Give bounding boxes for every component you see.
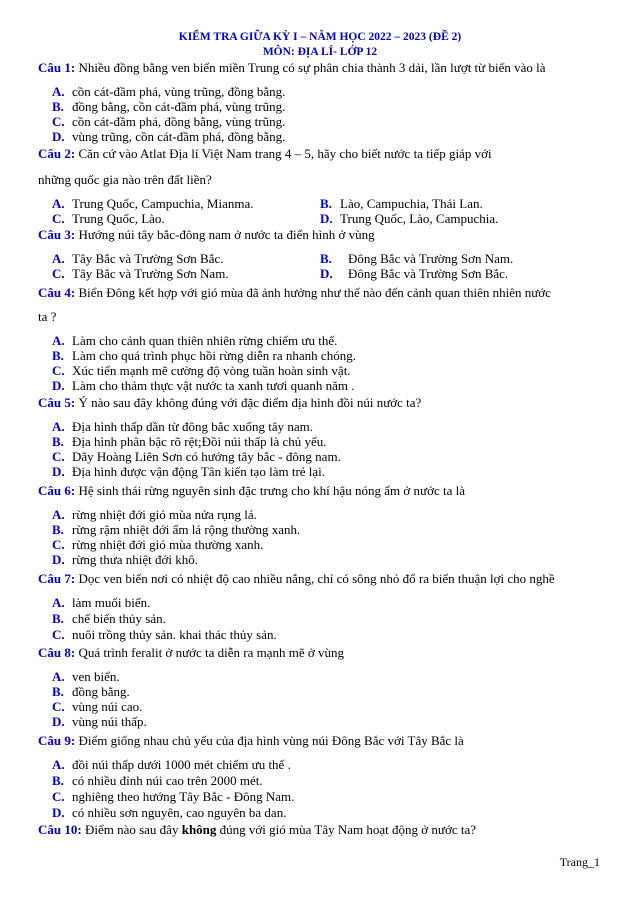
option-text: nghiêng theo hướng Tây Bắc - Đông Nam.: [72, 789, 295, 804]
option-letter: A.: [52, 196, 65, 211]
option-text: vùng núi thấp.: [72, 714, 147, 729]
option-text: Dãy Hoàng Liên Sơn có hướng tây bắc - đông nam.: [72, 449, 341, 464]
question-8: [38, 645, 628, 661]
option-text: Trung Quốc, Lào, Campuchia.: [340, 211, 499, 226]
option-text: Làm cho thảm thực vật nước ta xanh tươi quanh năm .: [72, 378, 355, 393]
option-letter: D.: [52, 129, 65, 144]
option-6b: [52, 522, 300, 538]
option-text: rừng nhiệt đới gió mùa nửa rụng lá.: [72, 507, 257, 522]
question-text: Hệ sinh thái rừng nguyên sinh đặc trưng cho khí hậu nóng ẩm ở nước ta là: [78, 483, 465, 498]
option-letter: D.: [52, 805, 65, 820]
option-letter: A.: [52, 669, 65, 684]
option-5c: [52, 449, 341, 465]
question-4: [38, 285, 628, 301]
question-1: [38, 60, 628, 76]
option-letter: A.: [52, 419, 65, 434]
exam-subject: MÔN: ĐỊA LÍ- LỚP 12: [262, 46, 378, 58]
option-9c: [52, 789, 294, 805]
option-letter: D.: [52, 552, 65, 567]
option-text: rừng thưa nhiệt đới khô.: [72, 552, 199, 567]
option-letter: A.: [52, 251, 65, 266]
option-1a: [52, 84, 285, 100]
question-2-continued: những quốc gia nào trên đất liền?: [38, 172, 212, 187]
option-letter: C.: [52, 627, 65, 642]
question-text: Điểm giống nhau chủ yếu của địa hình vùng núi Đông Bắc với Tây Bắc là: [78, 733, 464, 748]
question-10: [38, 822, 628, 838]
question-label: Câu 2:: [38, 146, 76, 161]
option-text: Làm cho cảnh quan thiên nhiên rừng chiếm ưu thế.: [72, 333, 338, 348]
option-9b: [52, 773, 263, 789]
option-letter: A.: [52, 84, 65, 99]
option-letter: A.: [52, 507, 65, 522]
question-5: [38, 395, 628, 411]
question-text: Căn cứ vào Atlat Địa lí Việt Nam trang 4 – 5, hãy cho biết nước ta tiếp giáp với: [78, 146, 492, 161]
option-text: vùng núi cao.: [72, 699, 143, 714]
emphasis-text: không: [181, 822, 217, 837]
option-7b: [52, 611, 166, 627]
option-5a: [52, 419, 313, 435]
option-text: đồi núi thấp dưới 1000 mét chiếm ưu thế .: [72, 757, 291, 772]
question-text: Nhiều đồng bằng ven biển miền Trung có sự phân chia thành 3 dải, lần lượt từ biển vào là: [78, 60, 546, 75]
option-text: Trung Quốc, Campuchia, Mianma.: [72, 196, 254, 211]
option-letter: A.: [52, 595, 65, 610]
question-text: Quá trình feralit ở nước ta diễn ra mạnh mẽ ở vùng: [78, 645, 345, 660]
option-letter: B.: [52, 522, 64, 537]
question-9: [38, 733, 628, 749]
option-9d: [52, 805, 286, 821]
option-8a: [52, 669, 120, 685]
question-label: Câu 7:: [38, 571, 76, 586]
option-letter: D.: [52, 714, 65, 729]
option-2c: [52, 211, 165, 227]
question-2: [38, 146, 628, 162]
option-text: đồng bằng.: [72, 684, 130, 699]
page-number: Trang_1: [559, 855, 600, 869]
question-4-continued: ta ?: [38, 309, 57, 324]
exam-title: KIỂM TRA GIỮA KỲ I – NĂM HỌC 2022 – 2023 (ĐỀ 2): [178, 31, 462, 43]
option-letter: B.: [52, 99, 64, 114]
option-2a: [52, 196, 254, 212]
option-9a: [52, 757, 291, 773]
option-8c: [52, 699, 142, 715]
question-label: Câu 6:: [38, 483, 76, 498]
option-letter: C.: [52, 789, 65, 804]
option-letter: B.: [52, 611, 64, 626]
option-text: Lào, Campuchia, Thái Lan.: [340, 196, 483, 211]
question-label: Câu 1:: [38, 60, 76, 75]
option-letter: C.: [52, 114, 65, 129]
question-text: Điểm nào sau đây: [84, 822, 182, 837]
option-letter: B.: [52, 348, 64, 363]
question-text: Dọc ven biển nơi có nhiệt độ cao nhiều nắng, chỉ có sông nhỏ đổ ra biển thuận lợi cho nghề: [78, 571, 555, 586]
option-letter: C.: [52, 699, 65, 714]
option-text: đồng bằng, cồn cát-đầm phá, vùng trũng.: [72, 99, 286, 114]
question-text: Ý nào sau đây không đúng với đặc điểm địa hình đồi núi nước ta?: [78, 395, 422, 410]
option-text: Địa hình phân bậc rõ rệt;Đồi núi thấp là chủ yếu.: [72, 434, 327, 449]
option-text: Đông Bắc và Trường Sơn Nam.: [348, 251, 514, 266]
option-text: có nhiều sơn nguyên, cao nguyên ba dan.: [72, 805, 287, 820]
option-6c: [52, 537, 263, 553]
option-7c: [52, 627, 277, 643]
question-label: Câu 8:: [38, 645, 76, 660]
question-text: Hướng núi tây bắc-đông nam ở nước ta điển hình ở vùng: [78, 227, 375, 242]
option-8b: [52, 684, 130, 700]
question-label: Câu 5:: [38, 395, 76, 410]
question-label: Câu 10:: [38, 822, 82, 837]
option-letter: D.: [52, 378, 65, 393]
option-5d: [52, 464, 325, 480]
option-1c: [52, 114, 285, 130]
option-6a: [52, 507, 257, 523]
option-letter: B.: [52, 773, 64, 788]
question-label: Câu 4:: [38, 285, 76, 300]
option-2d: [320, 211, 498, 227]
option-1d: [52, 129, 285, 145]
option-letter: C.: [52, 449, 65, 464]
option-text: chế biến thủy sản.: [72, 611, 166, 626]
question-text-rest: đúng với gió mùa Tây Nam hoạt động ở nước ta?: [216, 822, 476, 837]
option-text: Địa hình được vận động Tân kiến tạo làm trẻ lại.: [72, 464, 326, 479]
question-label: Câu 9:: [38, 733, 76, 748]
question-label: Câu 3:: [38, 227, 76, 242]
option-5b: [52, 434, 327, 450]
option-text: Địa hình thấp dần từ đông bắc xuống tây nam.: [72, 419, 313, 434]
option-text: Tây Bắc và Trường Sơn Nam.: [72, 266, 229, 281]
option-text: Làm cho quá trình phục hồi rừng diễn ra nhanh chóng.: [72, 348, 356, 363]
question-3: [38, 227, 628, 243]
option-3c: [52, 266, 229, 282]
option-text: Xúc tiến mạnh mẽ cường độ vòng tuần hoàn sinh vật.: [72, 363, 351, 378]
option-1b: [52, 99, 285, 115]
option-6d: [52, 552, 198, 568]
option-text: Tây Bắc và Trường Sơn Bắc.: [72, 251, 224, 266]
option-letter: C.: [52, 537, 65, 552]
option-4a: [52, 333, 337, 349]
question-6: [38, 483, 628, 499]
option-text: ven biển.: [72, 669, 120, 684]
option-letter: D.: [320, 266, 333, 281]
option-3b: [320, 251, 513, 267]
option-7a: [52, 595, 150, 611]
option-8d: [52, 714, 147, 730]
option-2b: [320, 196, 483, 212]
option-letter: A.: [52, 757, 65, 772]
option-text: cồn cát-đầm phá, đồng bằng, vùng trũng.: [72, 114, 286, 129]
option-letter: B.: [52, 684, 64, 699]
option-letter: B.: [52, 434, 64, 449]
option-letter: C.: [52, 266, 65, 281]
option-text: rừng nhiệt đới gió mùa thường xanh.: [72, 537, 264, 552]
option-4b: [52, 348, 356, 364]
option-letter: A.: [52, 333, 65, 348]
option-4d: [52, 378, 355, 394]
option-text: vùng trũng, cồn cát-đầm phá, đồng bằng.: [72, 129, 286, 144]
option-letter: D.: [52, 464, 65, 479]
option-letter: B.: [320, 196, 332, 211]
option-text: Đông Bắc và Trường Sơn Bắc.: [348, 266, 509, 281]
option-text: nuôi trồng thủy sản. khai thác thủy sản.: [72, 627, 277, 642]
question-text: Biển Đông kết hợp với gió mùa đã ảnh hưởng như thế nào đến cảnh quan thiên nhiên nước: [78, 285, 551, 300]
option-text: cồn cát-đầm phá, vùng trũng, đồng bằng.: [72, 84, 286, 99]
option-text: làm muối biển.: [72, 595, 151, 610]
option-text: rừng rậm nhiệt đới ẩm lá rộng thường xanh.: [72, 522, 301, 537]
option-letter: D.: [320, 211, 333, 226]
option-text: có nhiều đỉnh núi cao trên 2000 mét.: [72, 773, 263, 788]
option-letter: B.: [320, 251, 332, 266]
option-letter: C.: [52, 363, 65, 378]
option-3a: [52, 251, 224, 267]
option-text: Trung Quốc, Lào.: [72, 211, 165, 226]
option-3d: [320, 266, 508, 282]
question-7: [38, 571, 628, 587]
option-letter: C.: [52, 211, 65, 226]
option-4c: [52, 363, 351, 379]
